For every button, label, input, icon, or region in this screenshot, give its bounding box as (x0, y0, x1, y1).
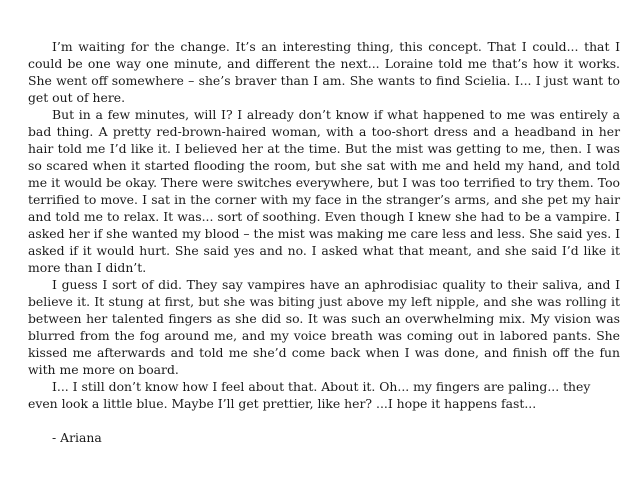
paragraph-1: I’m waiting for the change. It’s an interesting thing, this concept. That I could... that I could be one way one minute, and different the next... Loraine told me that’s how it works. She went off somewhere – she’s braver than I am. She wants to find Scielia. I... I just want to get out of here. (28, 39, 620, 105)
signature: - Ariana (52, 430, 102, 445)
paragraph-3: I guess I sort of did. They say vampires have an aphrodisiac quality to their saliva, and I believe it. It stung at first, but she was biting just above my left nipple, and she was rolling it between her talented fingers as she did so. It was such an overwhelming mix. My vision was blurred from the fog around me, and my voice breath was coming out in labored pants. She kissed me afterwards and told me she’d come back when I was done, and finish off the fun with me more on board. (28, 277, 620, 377)
paragraph-4: I... I still don’t know how I feel about that. About it. Oh... my fingers are paling... they even look a little blue. Maybe I’ll get prettier, like her? ...I hope it happens fast... (28, 379, 591, 411)
paragraph-2: But in a few minutes, will I? I already don’t know if what happened to me was entirely a bad thing. A pretty red-brown-haired woman, with a too-short dress and a headband in her hair told me I’d like it. I believed her at the time. But the mist was getting to me, then. I was so scared when it started flooding the room, but she sat with me and held my hand, and told me it would be okay. There were switches everywhere, but I was too terrified to try them. Too terrified to move. I sat in the corner with my face in the stranger’s arms, and she pet my hair and told me to relax. It was... sort of soothing. Even though I knew she had to be a vampire. I asked her if she wanted my blood – the mist was making me care less and less. She said yes. I asked if it would hurt. She said yes and no. I asked what that meant, and she said I’d like it more than I didn’t. (28, 107, 620, 275)
letter-body (28, 38, 620, 446)
